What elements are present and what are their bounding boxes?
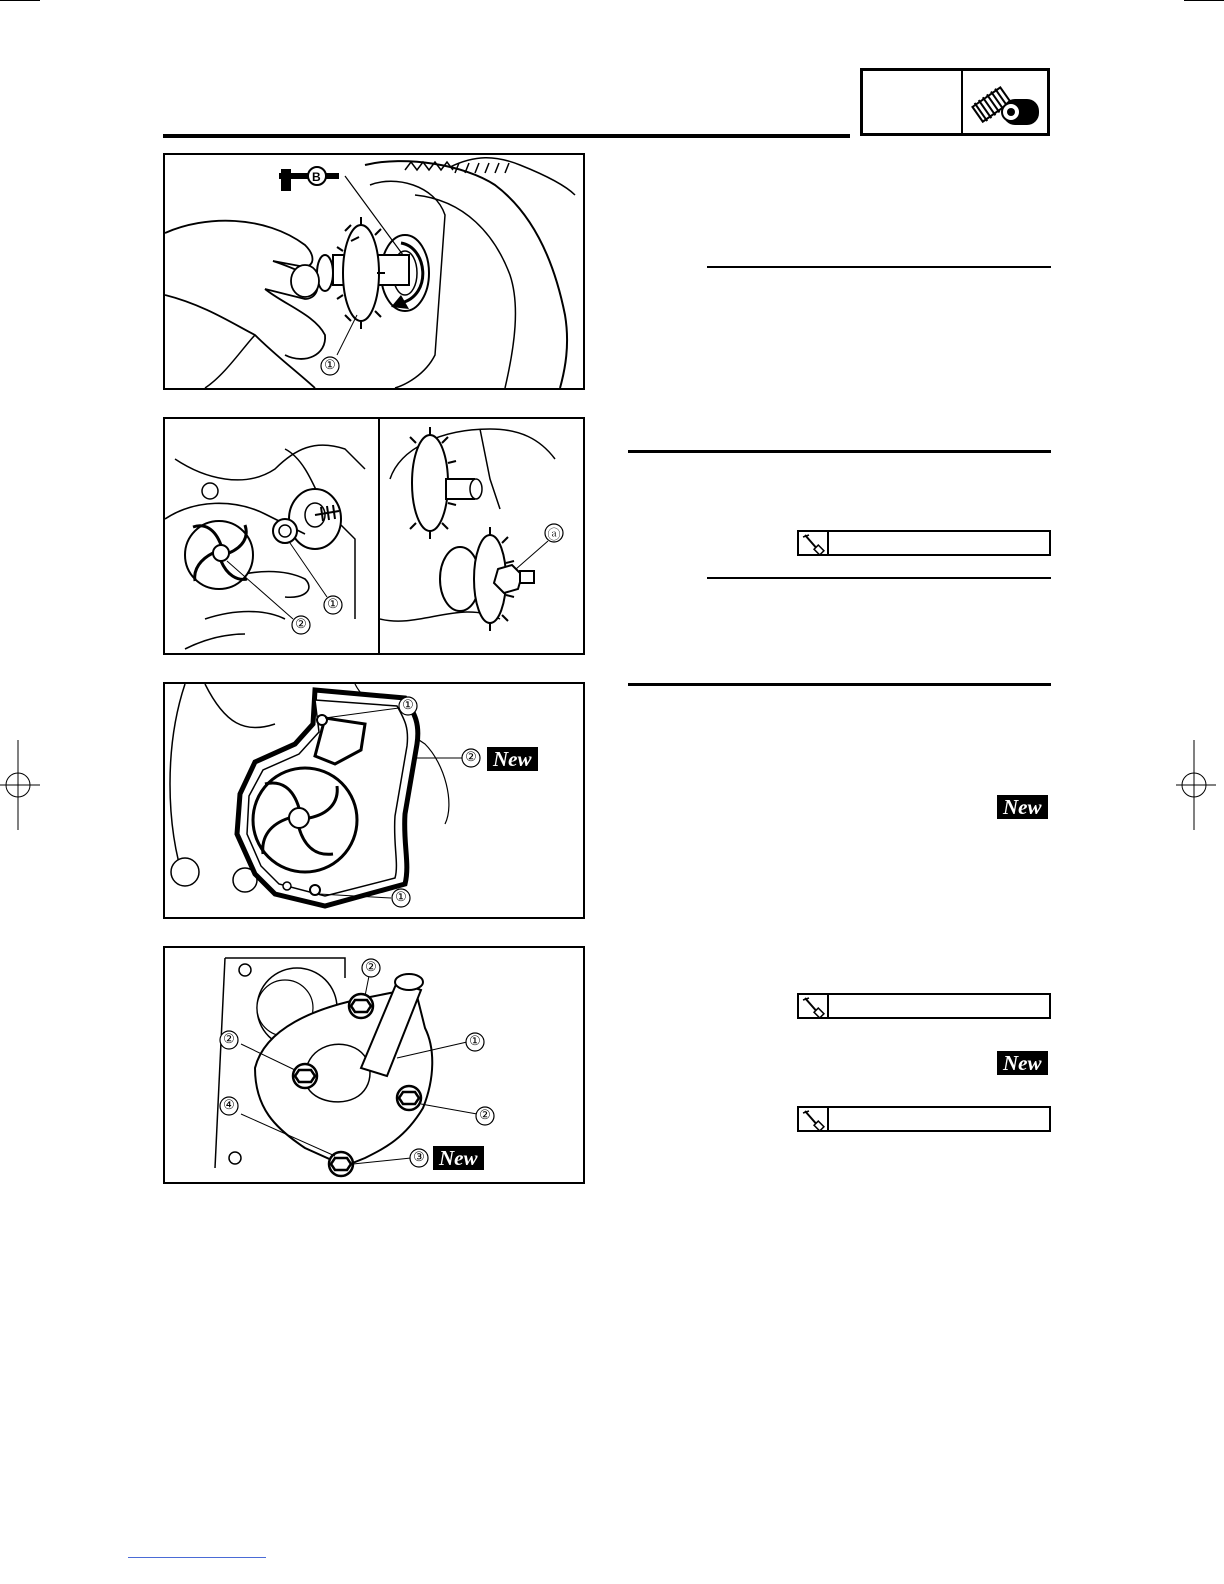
callout-1-bottom: ① [395, 889, 407, 904]
torque-spec-box [797, 530, 1051, 556]
footer-link-line [128, 1557, 266, 1558]
new-part-badge: New [433, 1146, 484, 1170]
engine-gear-icon [969, 77, 1045, 129]
tool-b-label: B [312, 170, 321, 184]
section-rule [628, 450, 1051, 453]
section-box-divider [961, 71, 963, 133]
callout-a: ⓐ [547, 527, 561, 542]
callout-1: ① [324, 357, 336, 372]
callout-3: ③ [413, 1149, 425, 1164]
note-rule [707, 266, 1051, 268]
registration-mark-left [0, 740, 42, 830]
figure-water-pump-housing [163, 946, 585, 1184]
torque-box-divider [827, 532, 829, 554]
callout-1: ① [469, 1033, 481, 1048]
section-rule [628, 683, 1051, 686]
new-part-badge: New [487, 747, 538, 771]
torque-spec-box [797, 1106, 1051, 1132]
new-part-badge: New [997, 795, 1048, 819]
crop-mark [1184, 0, 1224, 1]
callout-2-right: ② [479, 1107, 491, 1122]
torque-spec-box [797, 993, 1051, 1019]
callout-2-top: ② [365, 959, 377, 974]
section-box [860, 68, 1050, 136]
callout-1: ① [327, 596, 339, 611]
figure-oil-pump-gear-install [163, 153, 585, 390]
figure-gasket-and-dowels [163, 682, 585, 919]
callout-2: ② [295, 616, 307, 631]
tool-b-icon [279, 167, 403, 255]
callout-1-top: ① [402, 697, 414, 712]
crop-mark [0, 0, 40, 1]
torque-box-divider [827, 1108, 829, 1130]
torque-wrench-icon [801, 533, 825, 555]
torque-box-divider [827, 995, 829, 1017]
registration-mark-right [1176, 740, 1218, 830]
callout-2-left: ② [223, 1031, 235, 1046]
callout-2: ② [465, 749, 477, 764]
new-part-badge: New [997, 1051, 1048, 1075]
note-rule [707, 577, 1051, 579]
callout-4: ④ [223, 1097, 235, 1112]
torque-wrench-icon [801, 996, 825, 1018]
header-rule [163, 134, 850, 138]
figure-impeller-and-nut [163, 417, 585, 655]
torque-wrench-icon [801, 1109, 825, 1131]
